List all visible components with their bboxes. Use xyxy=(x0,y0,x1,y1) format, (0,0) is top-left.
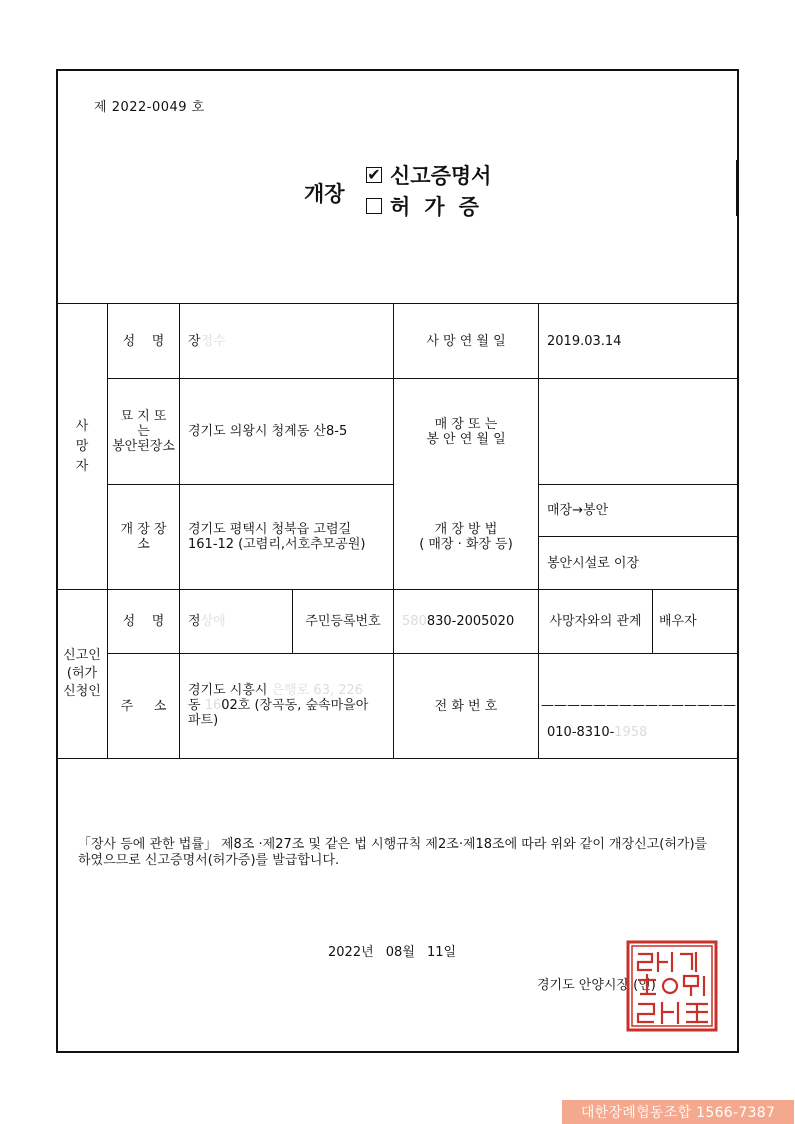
reburial-place-value: 경기도 평택시 청북읍 고렴길 161-12 (고렴리,서호추모공원) xyxy=(188,522,366,552)
applicant-section-label: 신고인 (허가 신청인 xyxy=(63,648,101,699)
address-line-2-redacted: 16 xyxy=(204,698,222,713)
deceased-name-value xyxy=(180,304,393,378)
reburial-method-value-1: 매장→봉안 xyxy=(547,503,609,518)
address-line-1-redacted: 은행로 63, 226 xyxy=(267,683,364,698)
relation-value: 배우자 xyxy=(659,614,697,629)
relation-label: 사망자와의 관계 xyxy=(549,614,642,629)
deceased-name-text: 장 xyxy=(188,333,201,349)
death-date-value: 2019.03.14 xyxy=(547,333,622,349)
statement-text: 「장사 등에 관한 법률」 제8조 ·제27조 및 같은 법 시행규칙 제2조·제18조에 따라 위와 같이 개장신고(허가)를 하였으므로 신고증명서(허가증)를 발급합니다. xyxy=(78,837,708,868)
title-prefix: 개장 xyxy=(304,182,345,206)
phone-text: 010-8310- xyxy=(547,724,615,740)
address-line-3: 파트) xyxy=(188,713,219,728)
reburial-method-label: 개 장 방 법 ( 매장 · 화장 등) xyxy=(419,522,513,552)
issue-date: 2022년 08월 11일 xyxy=(328,945,457,960)
edge-mark xyxy=(736,160,739,216)
rrn-redacted: 580 xyxy=(402,614,427,629)
rrn-text: 830-2005020 xyxy=(426,614,515,629)
deceased-name-redacted: 정수 xyxy=(200,333,226,349)
applicant-address-label: 주 소 xyxy=(120,698,167,714)
deceased-name-label: 성 명 xyxy=(122,333,165,349)
reburial-method-value-2: 봉안시설로 이장 xyxy=(547,555,640,571)
burial-date-value xyxy=(539,379,739,484)
phone-label: 전 화 번 호 xyxy=(434,698,498,714)
address-line-2-start: 동 xyxy=(188,698,205,713)
grave-location-value: 경기도 의왕시 청계동 산8-5 xyxy=(188,424,348,439)
address-line-2 xyxy=(188,698,393,713)
applicant-name-redacted: 상애 xyxy=(200,614,226,629)
title-option-certificate-label: 신고증명서 xyxy=(390,164,492,188)
rrn-value xyxy=(394,590,538,653)
address-line-1 xyxy=(188,683,393,698)
deceased-section-label: 사 망 자 xyxy=(75,418,89,474)
phone-dash-line: ——————————————— xyxy=(541,697,736,713)
title-option-permit-label: 허가증 xyxy=(390,195,493,219)
reburial-place-label: 개 장 장 소 xyxy=(120,522,167,552)
applicant-address-value xyxy=(180,654,393,758)
death-date-label: 사 망 연 월 일 xyxy=(426,333,506,349)
title-option-certificate xyxy=(366,160,491,190)
unchecked-box-icon xyxy=(366,198,382,214)
grave-location-label: 묘 지 또 는 봉안된장소 xyxy=(112,409,175,454)
serial-number: 제 2022-0049 호 xyxy=(94,100,205,115)
applicant-name-text: 정 xyxy=(188,614,201,629)
rrn-label: 주민등록번호 xyxy=(305,614,381,629)
address-line-2-end: 02호 (장곡동, 숲속마을아 xyxy=(221,698,369,713)
address-line-1-text: 경기도 시흥시 xyxy=(188,683,268,698)
applicant-name-label: 성 명 xyxy=(122,614,165,629)
official-seal-icon xyxy=(626,940,718,1032)
phone-redacted: 1958 xyxy=(614,724,648,740)
footer-banner: 대한장례협동조합 1566-7387 xyxy=(562,1100,794,1124)
burial-date-label: 매 장 또 는 봉 안 연 월 일 xyxy=(426,416,506,447)
title-option-permit xyxy=(366,191,493,221)
phone-value xyxy=(539,722,739,742)
issuer-name: 경기도 안양시장 (인) xyxy=(537,978,656,993)
checked-box-icon: ✔ xyxy=(367,165,381,184)
applicant-name-value xyxy=(180,590,292,653)
